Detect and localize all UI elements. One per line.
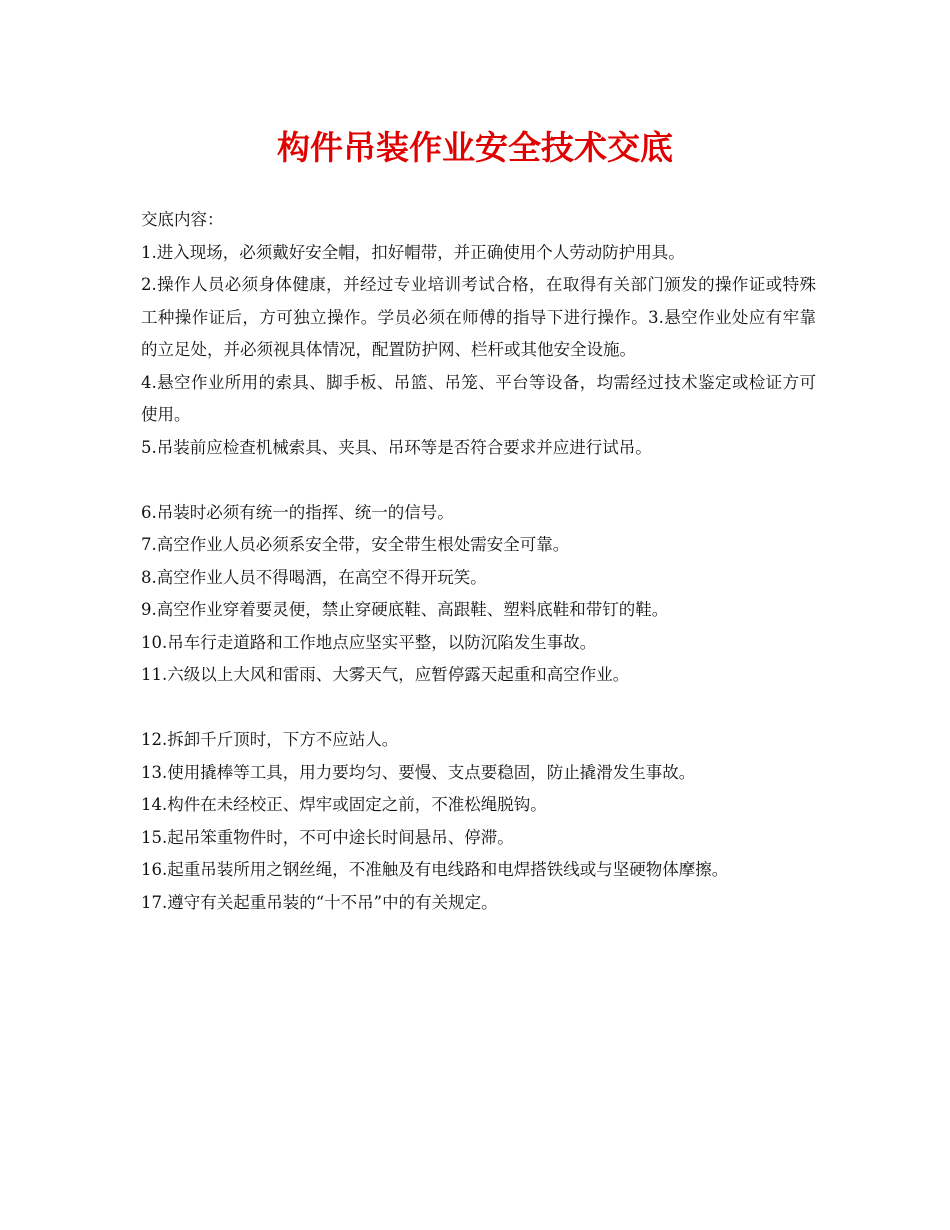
list-item: 9.高空作业穿着要灵便，禁止穿硬底鞋、高跟鞋、塑料底鞋和带钉的鞋。 <box>141 600 669 619</box>
list-item: 16.起重吊装所用之钢丝绳，不准触及有电线路和电焊搭铁线或与坚硬物体摩擦。 <box>141 860 729 879</box>
list-item: 6.吊装时必须有统一的指挥、统一的信号。 <box>141 502 454 522</box>
list-item: 14.构件在未经校正、焊牢或固定之前，不准松绳脱钩。 <box>141 795 547 814</box>
list-item: 11.六级以上大风和雷雨、大雾天气，应暂停露天起重和高空作业。 <box>141 665 630 684</box>
document-body <box>141 204 816 919</box>
list-item: 12.拆卸千斤顶时，下方不应站人。 <box>141 730 399 749</box>
list-item: 17.遵守有关起重吊装的“十不吊”中的有关规定。 <box>141 892 498 912</box>
list-item: 1.进入现场，必须戴好安全帽，扣好帽带，并正确使用个人劳动防护用具。 <box>141 242 685 262</box>
list-item: 5.吊装前应检查机械索具、夹具、吊环等是否符合要求并应进行试吊。 <box>141 437 652 457</box>
list-item: 2.操作人员必须身体健康，并经过专业培训考试合格，在取得有关部门颁发的操作证或特殊工种操作证后，方可独立操作。学员必须在师傅的指导下进行操作。3.悬空作业处应有牢靠的立足处，并必须视具体情况，配置防护网、栏杆或其他安全设施。 <box>141 275 816 359</box>
document-title: 构件吊装作业安全技术交底 <box>277 128 673 167</box>
intro-label: 交底内容： <box>141 210 224 229</box>
list-item: 15.起吊笨重物件时，不可中途长时间悬吊、停滞。 <box>141 827 514 847</box>
list-item: 13.使用撬棒等工具，用力要均匀、要慢、支点要稳固，防止撬滑发生事故。 <box>141 762 696 782</box>
blank-line <box>141 692 816 725</box>
list-item: 8.高空作业人员不得喝酒，在高空不得开玩笑。 <box>141 567 487 587</box>
list-item: 4.悬空作业所用的索具、脚手板、吊篮、吊笼、平台等设备，均需经过技术鉴定或检证方可使用。 <box>141 372 816 424</box>
blank-line <box>141 464 816 497</box>
list-item: 10.吊车行走道路和工作地点应坚实平整，以防沉陷发生事故。 <box>141 632 597 652</box>
list-item: 7.高空作业人员必须系安全带，安全带生根处需安全可靠。 <box>141 535 570 554</box>
